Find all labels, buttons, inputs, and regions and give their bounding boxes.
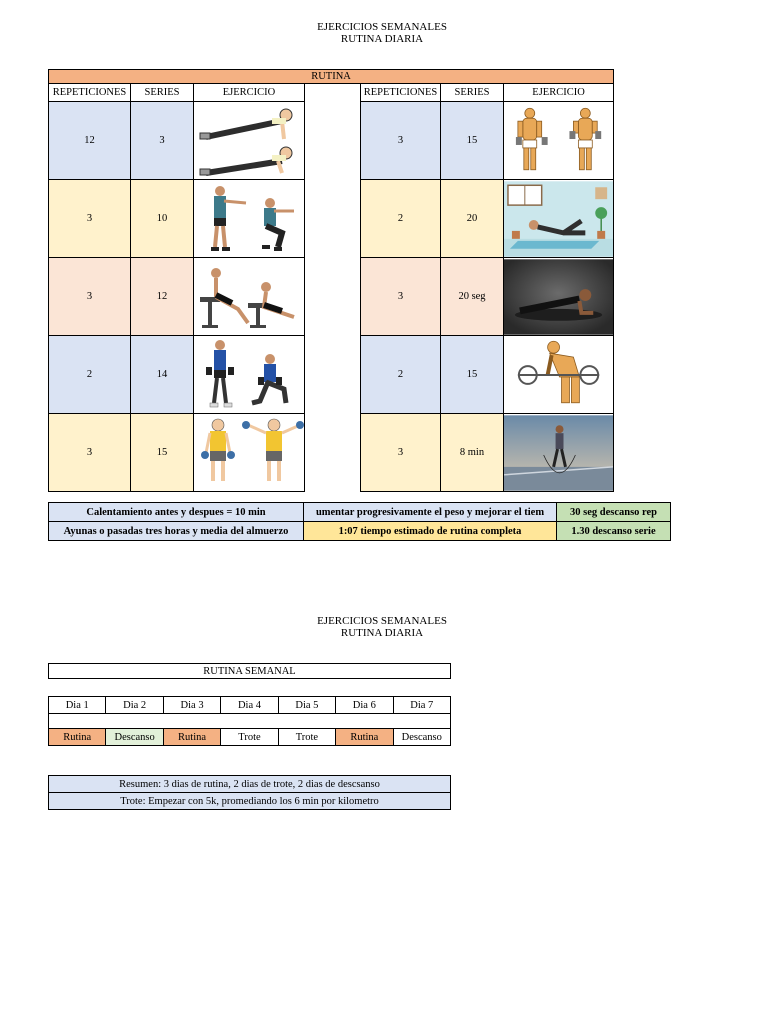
- note-estimated-time: 1:07 tiempo estimado de rutina completa: [304, 522, 557, 541]
- summary-line-1: Resumen: 3 dias de rutina, 2 dias de trote, 2 dias de descsanso: [49, 776, 451, 793]
- left-series-2: 10: [131, 180, 194, 258]
- left-reps-1: 12: [49, 102, 131, 180]
- note-warmup: Calentamiento antes y despues = 10 min: [49, 503, 304, 522]
- summary-line-2: Trote: Empezar con 5k, promediando los 6 min por kilometro: [49, 793, 451, 810]
- left-reps-4: 2: [49, 336, 131, 414]
- col-series-left: SERIES: [131, 84, 194, 102]
- left-reps-3: 3: [49, 258, 131, 336]
- day-header: Dia 1: [49, 697, 106, 714]
- left-series-4: 14: [131, 336, 194, 414]
- title-line-2: RUTINA DIARIA: [340, 33, 424, 45]
- weekly-title: RUTINA SEMANAL: [49, 664, 451, 679]
- left-series-3: 12: [131, 258, 194, 336]
- day-activity: Rutina: [336, 729, 393, 746]
- page-title-bottom: [300, 615, 464, 639]
- col-reps-right: REPETICIONES: [361, 84, 441, 102]
- day-header: Dia 7: [393, 697, 450, 714]
- left-series-1: 3: [131, 102, 194, 180]
- bicycle-crunch-icon: [504, 180, 614, 258]
- right-series-2: 20: [441, 180, 504, 258]
- weekly-title-table: [48, 663, 451, 679]
- barbell-row-icon: [504, 336, 614, 414]
- left-reps-2: 3: [49, 180, 131, 258]
- day-header: Dia 5: [278, 697, 335, 714]
- day-activity: Descanso: [106, 729, 163, 746]
- right-reps-1: 3: [361, 102, 441, 180]
- title-line-1: EJERCICIOS SEMANALES: [317, 615, 447, 627]
- day-header: Dia 4: [221, 697, 278, 714]
- page-title-top: [300, 21, 464, 45]
- bench-dip-icon: [194, 258, 305, 336]
- lateral-raise-icon: [194, 414, 305, 492]
- gap-cell: [305, 336, 361, 414]
- right-series-5: 8 min: [441, 414, 504, 492]
- right-series-1: 15: [441, 102, 504, 180]
- blank-row: [49, 714, 451, 729]
- note-progression: umentar progresivamente el peso y mejorar el tiem: [304, 503, 557, 522]
- day-header: Dia 3: [163, 697, 220, 714]
- pushup-icon: [194, 102, 305, 180]
- gap-cell: [305, 102, 361, 180]
- right-series-3: 20 seg: [441, 258, 504, 336]
- note-rest-series: 1.30 descanso serie: [557, 522, 671, 541]
- lunge-icon: [194, 336, 305, 414]
- routine-header: RUTINA: [49, 70, 614, 84]
- right-reps-4: 2: [361, 336, 441, 414]
- day-activity: Descanso: [393, 729, 450, 746]
- jump-rope-icon: [504, 414, 614, 492]
- title-line-1: EJERCICIOS SEMANALES: [317, 21, 447, 33]
- weekly-table: [48, 696, 451, 746]
- day-activity: Trote: [221, 729, 278, 746]
- plank-icon: [504, 258, 614, 336]
- bicep-curl-icon: [504, 102, 614, 180]
- right-series-4: 15: [441, 336, 504, 414]
- right-reps-2: 2: [361, 180, 441, 258]
- note-fasting: Ayunas o pasadas tres horas y media del almuerzo: [49, 522, 304, 541]
- day-activity: Rutina: [49, 729, 106, 746]
- gap-cell: [305, 84, 361, 102]
- squat-icon: [194, 180, 305, 258]
- left-series-5: 15: [131, 414, 194, 492]
- gap-cell: [305, 414, 361, 492]
- col-exercise-left: EJERCICIO: [194, 84, 305, 102]
- gap-cell: [305, 258, 361, 336]
- col-series-right: SERIES: [441, 84, 504, 102]
- day-header: Dia 2: [106, 697, 163, 714]
- gap-cell: [305, 180, 361, 258]
- col-exercise-right: EJERCICIO: [504, 84, 614, 102]
- right-reps-3: 3: [361, 258, 441, 336]
- title-line-2: RUTINA DIARIA: [340, 627, 424, 639]
- col-reps-left: REPETICIONES: [49, 84, 131, 102]
- note-rest-rep: 30 seg descanso rep: [557, 503, 671, 522]
- left-reps-5: 3: [49, 414, 131, 492]
- day-header: Dia 6: [336, 697, 393, 714]
- right-reps-5: 3: [361, 414, 441, 492]
- day-activity: Trote: [278, 729, 335, 746]
- summary-table: [48, 775, 451, 810]
- notes-table: [48, 502, 671, 541]
- day-activity: Rutina: [163, 729, 220, 746]
- routine-table: [48, 69, 614, 492]
